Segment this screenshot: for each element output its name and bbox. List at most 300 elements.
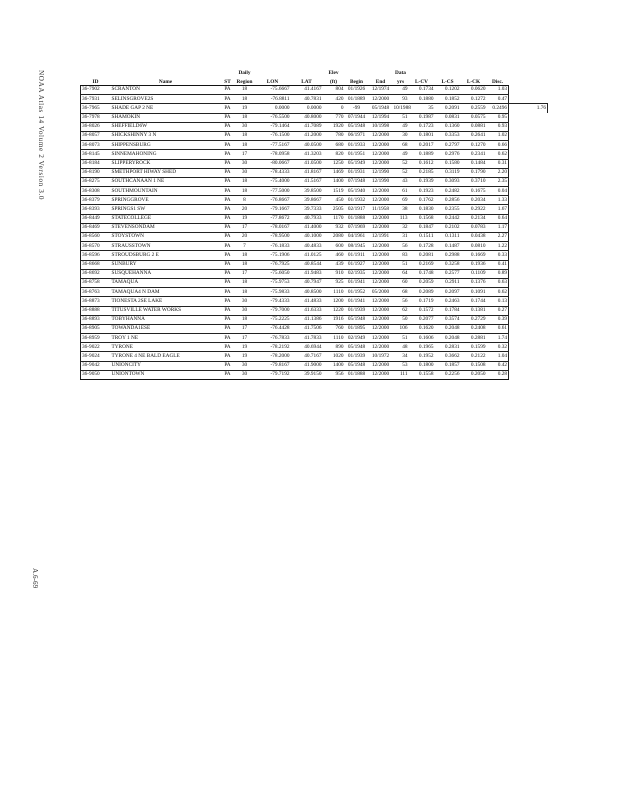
- table-cell: -76.8667: [255, 196, 291, 205]
- table-cell: 83: [393, 251, 409, 260]
- table-cell: 0.2976: [435, 150, 461, 159]
- table-cell: 36-8905: [81, 324, 111, 333]
- table-cell: STEVENSONDAM: [111, 223, 221, 232]
- table-cell: -78.0958: [255, 150, 291, 159]
- table-cell: PA: [221, 196, 235, 205]
- table-cell: 0.41: [487, 260, 509, 269]
- table-cell: PA: [221, 242, 235, 251]
- table-cell: 41.0125: [291, 251, 323, 260]
- table-cell: 41.2000: [291, 131, 323, 140]
- table-cell: -75.1906: [255, 251, 291, 260]
- table-cell: 36-8763: [81, 288, 111, 297]
- table-row: [81, 159, 548, 168]
- table-cell: UNIONTOWN: [111, 370, 221, 379]
- table-row: [81, 196, 548, 205]
- table-cell: 36-9022: [81, 343, 111, 352]
- column-header: ST: [221, 76, 235, 86]
- table-cell: 40.6944: [291, 343, 323, 352]
- table-cell: -77.5000: [255, 187, 291, 196]
- table-cell: 36-8026: [81, 122, 111, 131]
- table-cell: 18: [235, 86, 255, 95]
- table-cell: 18: [235, 315, 255, 324]
- table-cell: 0.0000: [255, 104, 291, 113]
- table-cell: SOUTHCANAAN 1 NE: [111, 177, 221, 186]
- table-cell: 0.1568: [409, 214, 435, 223]
- table-cell: 12/2000: [369, 159, 393, 168]
- table-cell: 0.0881: [461, 122, 487, 131]
- table-cell: 0.2134: [461, 214, 487, 223]
- table-cell: 19: [235, 104, 255, 113]
- table-cell: 32: [393, 223, 409, 232]
- table-cell: 18: [235, 131, 255, 140]
- column-header: Region: [235, 76, 255, 86]
- table-cell: SMETHPORT HIWAY SHED: [111, 168, 221, 177]
- table-cell: 0.2496: [487, 104, 509, 113]
- table-cell: 01/1939: [345, 306, 369, 315]
- table-cell: 0.1880: [409, 95, 435, 104]
- table-cell: 0.1599: [461, 343, 487, 352]
- table-cell: 19: [235, 352, 255, 361]
- table-cell: 30: [235, 370, 255, 379]
- table-cell: 05/1949: [345, 159, 369, 168]
- table-cell: 2.20: [487, 168, 509, 177]
- table-cell: 01/1941: [345, 297, 369, 306]
- column-header: Name: [111, 76, 221, 86]
- table-cell: -99: [345, 104, 369, 113]
- document-caption: NOAA Atlas 14 Volume 2 Version 3.0: [37, 70, 45, 201]
- table-cell: 01/1889: [345, 95, 369, 104]
- table-cell: 60: [393, 278, 409, 287]
- table-cell: 36-8275: [81, 177, 111, 186]
- table-cell: 0.2911: [435, 278, 461, 287]
- table-cell: 36-8758: [81, 278, 111, 287]
- table-cell: 0.2091: [435, 104, 461, 113]
- table-cell: PA: [221, 177, 235, 186]
- table-cell: 12/2000: [369, 343, 393, 352]
- table-cell: 36-8570: [81, 242, 111, 251]
- table-cell: 0.0620: [461, 86, 487, 95]
- table-cell: 0.1801: [409, 131, 435, 140]
- table-row: [81, 297, 548, 306]
- table-cell: 0.1939: [409, 177, 435, 186]
- table-cell: 0.2089: [409, 288, 435, 297]
- table-cell: -78.2000: [255, 352, 291, 361]
- table-cell: 1.74: [487, 334, 509, 343]
- table-cell: 0.3093: [435, 177, 461, 186]
- daily-group-header: Daily: [238, 69, 251, 76]
- table-cell: 0.1202: [435, 86, 461, 95]
- table-cell: 0.3353: [435, 131, 461, 140]
- table-cell: 41.7089: [291, 122, 323, 131]
- table-cell: 932: [323, 223, 345, 232]
- table-cell: 0.3662: [435, 352, 461, 361]
- table-cell: 12/2000: [369, 297, 393, 306]
- table-cell: 0.2988: [435, 251, 461, 260]
- table-cell: PA: [221, 95, 235, 104]
- table-cell: 113: [393, 214, 409, 223]
- table-cell: TOBYHANNA: [111, 315, 221, 324]
- column-header: yrs: [393, 76, 409, 86]
- table-cell: TIONESTA 2SE LAKE: [111, 297, 221, 306]
- table-cell: 51: [393, 113, 409, 122]
- table-cell: 8: [235, 196, 255, 205]
- table-cell: 12/2000: [369, 315, 393, 324]
- table-cell: 0.63: [487, 278, 509, 287]
- table-row: [81, 177, 548, 186]
- table-cell: 01/1952: [345, 288, 369, 297]
- table-cell: -79.4333: [255, 297, 291, 306]
- table-cell: 41.8167: [291, 168, 323, 177]
- table-cell: 17: [235, 223, 255, 232]
- column-header: End: [369, 76, 393, 86]
- table-cell: 0.89: [487, 269, 509, 278]
- table-cell: SHEFFIELD6W: [111, 122, 221, 131]
- table-cell: 17: [235, 334, 255, 343]
- table-cell: 40.0500: [291, 141, 323, 150]
- table-cell: 36-8596: [81, 251, 111, 260]
- table-cell: 0.1790: [461, 168, 487, 177]
- table-cell: 0.1923: [409, 187, 435, 196]
- table-cell: 01/1888: [345, 370, 369, 379]
- table-row: [81, 370, 548, 379]
- table-cell: 0.13: [487, 297, 509, 306]
- table-cell: 0.2355: [435, 205, 461, 214]
- table-cell: 0.2097: [435, 288, 461, 297]
- table-cell: 12/2000: [369, 141, 393, 150]
- table-cell: 07/1969: [345, 223, 369, 232]
- table-cell: 680: [323, 141, 345, 150]
- table-cell: -78.0167: [255, 223, 291, 232]
- table-cell: 439: [323, 260, 345, 269]
- table-cell: -79.1464: [255, 122, 291, 131]
- table-cell: 0.1987: [409, 113, 435, 122]
- table-cell: 1110: [323, 334, 345, 343]
- table-cell: 0.1857: [435, 361, 461, 370]
- table-cell: 7: [235, 242, 255, 251]
- table-cell: SUNBURY: [111, 260, 221, 269]
- table-cell: 0.1762: [409, 196, 435, 205]
- table-cell: 0.1508: [461, 361, 487, 370]
- table-cell: PA: [221, 269, 235, 278]
- table-cell: 12/2000: [369, 278, 393, 287]
- table-cell: TAMAQUA4 N DAM: [111, 288, 221, 297]
- table-cell: 0.0810: [461, 242, 487, 251]
- table-cell: 1.76: [509, 104, 548, 113]
- table-row: [81, 86, 548, 95]
- table-cell: 05/1940: [345, 187, 369, 196]
- table-cell: 0.1558: [409, 370, 435, 379]
- table-cell: 1.02: [487, 131, 509, 140]
- table-cell: 0.42: [487, 361, 509, 370]
- table-cell: 0.1311: [435, 233, 461, 242]
- table-cell: -75.2225: [255, 315, 291, 324]
- page-number: A.6-69: [31, 568, 39, 589]
- table-cell: PA: [221, 315, 235, 324]
- table-row: [81, 306, 548, 315]
- table-cell: 1.04: [487, 352, 509, 361]
- table-cell: 0.1847: [409, 223, 435, 232]
- table-cell: SOUTHMOUNTAIN: [111, 187, 221, 196]
- table-cell: 51: [393, 260, 409, 269]
- table-cell: 0.2048: [435, 324, 461, 333]
- table-cell: PA: [221, 361, 235, 370]
- table-row: [81, 242, 548, 251]
- table-cell: 1920: [323, 122, 345, 131]
- table-cell: 12/2000: [369, 196, 393, 205]
- table-cell: 36-8308: [81, 187, 111, 196]
- table-cell: 0.1381: [461, 306, 487, 315]
- table-cell: 41.1386: [291, 315, 323, 324]
- column-header: L-CK: [461, 76, 487, 86]
- table-cell: TYRONE: [111, 343, 221, 352]
- table-cell: SHIPPENSBURG: [111, 141, 221, 150]
- table-cell: 1.33: [487, 196, 509, 205]
- station-statistics-table: [80, 67, 548, 380]
- table-cell: PA: [221, 297, 235, 306]
- table-cell: 111: [393, 370, 409, 379]
- table-cell: 36-9042: [81, 361, 111, 370]
- table-cell: 01/1888: [345, 214, 369, 223]
- table-cell: 12/2000: [369, 269, 393, 278]
- table-cell: 10/1972: [369, 352, 393, 361]
- table-cell: 0.2881: [461, 334, 487, 343]
- table-cell: 1469: [323, 168, 345, 177]
- table-cell: PA: [221, 141, 235, 150]
- table-cell: PA: [221, 324, 235, 333]
- table-cell: 0.0000: [291, 104, 323, 113]
- table-cell: STROUDSBURG 2 E: [111, 251, 221, 260]
- table-cell: 39.9150: [291, 370, 323, 379]
- table-cell: 0.62: [487, 288, 509, 297]
- table-cell: 41.4000: [291, 223, 323, 232]
- table-cell: 1519: [323, 187, 345, 196]
- table-cell: PA: [221, 223, 235, 232]
- table-cell: 0.2577: [435, 269, 461, 278]
- table-cell: 20: [235, 205, 255, 214]
- table-cell: 40.7947: [291, 278, 323, 287]
- table-cell: 36-8560: [81, 233, 111, 242]
- table-cell: 41.9483: [291, 269, 323, 278]
- table-cell: 0.1889: [409, 150, 435, 159]
- table-cell: 18: [235, 177, 255, 186]
- table-cell: 41.5167: [291, 177, 323, 186]
- table-row: [81, 223, 548, 232]
- table-cell: 56: [393, 242, 409, 251]
- table-cell: 0.2102: [435, 223, 461, 232]
- table-cell: 890: [323, 343, 345, 352]
- table-cell: 41.4833: [291, 297, 323, 306]
- table-cell: PA: [221, 343, 235, 352]
- table-cell: 0.2408: [461, 324, 487, 333]
- column-header-row: [81, 76, 548, 86]
- table-cell: SPRINGS1 SW: [111, 205, 221, 214]
- table-cell: 36-8959: [81, 334, 111, 343]
- table-cell: 05/2000: [369, 288, 393, 297]
- table-cell: 0.1675: [461, 187, 487, 196]
- table-cell: 0.1091: [461, 288, 487, 297]
- table-cell: 01/1941: [345, 278, 369, 287]
- table-cell: TYRONE 4 NE BALD EAGLE: [111, 352, 221, 361]
- table-cell: PA: [221, 288, 235, 297]
- table-cell: 07/1948: [345, 177, 369, 186]
- table-cell: 51: [393, 334, 409, 343]
- table-cell: -76.4428: [255, 324, 291, 333]
- table-cell: 17: [235, 150, 255, 159]
- table-cell: 01/1932: [345, 196, 369, 205]
- table-cell: 0.47: [487, 95, 509, 104]
- table-cell: 1.03: [487, 86, 509, 95]
- table-row: [81, 361, 548, 370]
- table-cell: 01/1933: [345, 141, 369, 150]
- table-cell: 1400: [323, 177, 345, 186]
- table-cell: 40.8500: [291, 288, 323, 297]
- table-cell: PA: [221, 205, 235, 214]
- table-cell: 68: [393, 288, 409, 297]
- table-cell: 41.7506: [291, 324, 323, 333]
- table-cell: 12/2000: [369, 324, 393, 333]
- table-cell: 12/2000: [369, 223, 393, 232]
- table-cell: PA: [221, 214, 235, 223]
- table-cell: 0.1830: [409, 205, 435, 214]
- table-cell: 05/1948: [369, 104, 393, 113]
- table-cell: 0.28: [487, 370, 509, 379]
- table-cell: PA: [221, 122, 235, 131]
- table-cell: 10/1988: [393, 104, 409, 113]
- table-row: [81, 233, 548, 242]
- table-cell: -76.1500: [255, 131, 291, 140]
- table-cell: PA: [221, 278, 235, 287]
- table-cell: 0.2922: [461, 205, 487, 214]
- table-cell: 0.1744: [461, 297, 487, 306]
- table-row: [81, 352, 548, 361]
- table-cell: 36-9024: [81, 352, 111, 361]
- table-cell: 30: [235, 361, 255, 370]
- table-cell: 41.9000: [291, 361, 323, 370]
- table-cell: -75.9833: [255, 288, 291, 297]
- table-cell: 01/1939: [345, 352, 369, 361]
- table-cell: -76.1833: [255, 242, 291, 251]
- table-cell: 41.7833: [291, 334, 323, 343]
- table-cell: 02/1917: [345, 205, 369, 214]
- table-cell: 0.1936: [461, 260, 487, 269]
- table-cell: 0.61: [487, 324, 509, 333]
- table-cell: 0.1965: [409, 343, 435, 352]
- table-cell: 49: [393, 86, 409, 95]
- table-cell: 36-7931: [81, 95, 111, 104]
- table-cell: 36-8449: [81, 214, 111, 223]
- table-cell: 30: [235, 306, 255, 315]
- table-cell: 17: [235, 324, 255, 333]
- table-cell: 18: [235, 187, 255, 196]
- table-cell: 0.39: [487, 315, 509, 324]
- table-cell: SLIPPERYROCK: [111, 159, 221, 168]
- table-cell: 36-8888: [81, 306, 111, 315]
- table-cell: 0.2059: [409, 278, 435, 287]
- table-cell: -75.6050: [255, 269, 291, 278]
- table-row: [81, 104, 548, 113]
- table-cell: 1110: [323, 288, 345, 297]
- table-cell: 40.8544: [291, 260, 323, 269]
- table-cell: 68: [393, 141, 409, 150]
- table-cell: 0.31: [487, 159, 509, 168]
- table-cell: 12/2000: [369, 334, 393, 343]
- table-cell: 50: [393, 315, 409, 324]
- table-cell: 1916: [323, 315, 345, 324]
- table-cell: 36-8184: [81, 159, 111, 168]
- table-cell: 0.1272: [461, 95, 487, 104]
- table-cell: 1.17: [487, 223, 509, 232]
- column-header: (ft): [323, 76, 345, 86]
- table-cell: 36-8145: [81, 150, 111, 159]
- table-cell: 1.22: [487, 242, 509, 251]
- table-cell: 0.3258: [435, 260, 461, 269]
- table-cell: SHAMOKIN: [111, 113, 221, 122]
- table-cell: 0.0575: [461, 113, 487, 122]
- table-cell: -79.1667: [255, 205, 291, 214]
- table-row: [81, 269, 548, 278]
- table-cell: 43: [393, 177, 409, 186]
- table-row: [81, 187, 548, 196]
- table-cell: 19: [235, 343, 255, 352]
- table-body: [81, 86, 548, 380]
- table-cell: PA: [221, 131, 235, 140]
- table-cell: 0.3574: [435, 315, 461, 324]
- table-cell: 0.32: [487, 343, 509, 352]
- table-cell: 12/1990: [369, 177, 393, 186]
- table-cell: 36-8379: [81, 196, 111, 205]
- table-cell: -80.0667: [255, 159, 291, 168]
- table-cell: TAMAQUA: [111, 278, 221, 287]
- table-cell: 1170: [323, 214, 345, 223]
- table-cell: 01/1895: [345, 324, 369, 333]
- table-row: [81, 260, 548, 269]
- table-cell: 0.2559: [461, 104, 487, 113]
- table-cell: 40.4833: [291, 242, 323, 251]
- table-cell: 0.1620: [409, 324, 435, 333]
- table-cell: 0.04: [487, 187, 509, 196]
- table-cell: -79.7192: [255, 370, 291, 379]
- table-cell: 0.0831: [435, 113, 461, 122]
- table-cell: 0.1580: [435, 159, 461, 168]
- table-cell: 0.33: [487, 251, 509, 260]
- table-cell: 0.2729: [461, 315, 487, 324]
- table-cell: 0.1734: [409, 86, 435, 95]
- table-cell: 0.2034: [461, 196, 487, 205]
- table-cell: 12/2000: [369, 187, 393, 196]
- table-cell: STATECOLLEGE: [111, 214, 221, 223]
- table-cell: 450: [323, 196, 345, 205]
- table-cell: 61: [393, 187, 409, 196]
- table-cell: 804: [323, 86, 345, 95]
- table-cell: 12/2000: [369, 306, 393, 315]
- table-cell: 18: [235, 113, 255, 122]
- table-cell: 0.2256: [435, 370, 461, 379]
- table-cell: 12/1990: [369, 168, 393, 177]
- table-cell: -75.4000: [255, 177, 291, 186]
- table-cell: -75.9753: [255, 278, 291, 287]
- table-cell: 0.1952: [409, 352, 435, 361]
- table-cell: STRAUSSTOWN: [111, 242, 221, 251]
- table-cell: -77.8672: [255, 214, 291, 223]
- table-cell: 12/2000: [369, 260, 393, 269]
- table-cell: 0.1669: [461, 251, 487, 260]
- table-cell: -76.8811: [255, 95, 291, 104]
- table-cell: 36-8190: [81, 168, 111, 177]
- table-cell: 0.2463: [435, 297, 461, 306]
- table-cell: 0: [323, 104, 345, 113]
- group-header-row: [81, 67, 548, 76]
- table-cell: PA: [221, 352, 235, 361]
